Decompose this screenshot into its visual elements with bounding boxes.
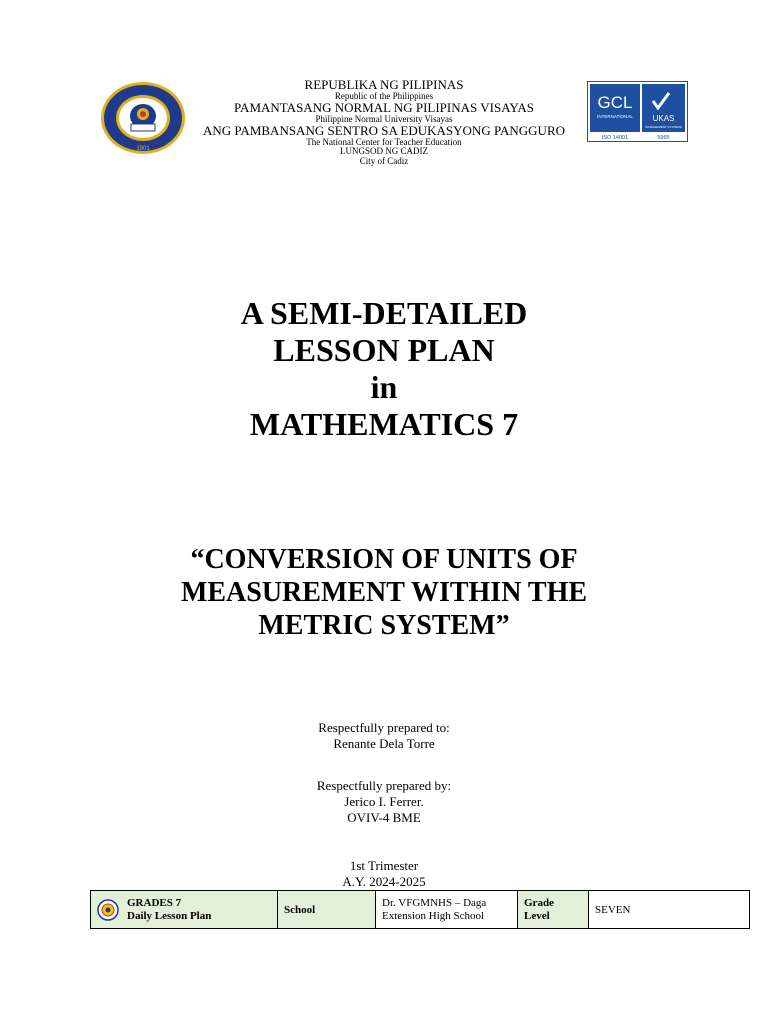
school-value-line-2: Extension High School [382,909,485,922]
title-line-2: LESSON PLAN [273,332,495,368]
prepared-by-block [0,778,768,826]
svg-text:UKAS: UKAS [652,114,675,123]
lesson-topic [120,543,648,642]
header-republika: REPUBLIKA NG PILIPINAS [304,77,464,92]
school-label: School [278,891,376,929]
svg-text:1901: 1901 [136,146,150,152]
prepared-to-label: Respectfully prepared to: [318,720,450,735]
deped-seal-icon [97,899,119,921]
svg-text:5965: 5965 [657,135,670,141]
topic-line-3: METRIC SYSTEM” [258,610,510,641]
header-city: City of Cadiz [359,155,409,166]
header-sentro: ANG PAMBANSANG SENTRO SA EDUKASYONG PANGGURO [202,123,565,139]
trimester: 1st Trimester [349,858,419,873]
dlp-grade: GRADES 7 [127,896,182,909]
dlp-grade-cell [91,891,278,929]
university-seal-logo [100,80,186,156]
school-value [376,891,518,929]
prepared-by-name: Jerico I. Ferrer. [344,794,424,809]
prepared-to-block [0,720,768,752]
grade-level-label [518,891,589,929]
school-value-line-1: Dr. VFGMNHS – Daga [382,896,487,909]
term-block [0,858,768,890]
table-row [91,891,750,929]
grade-level-label-line-2: Level [524,909,550,922]
gcl-ukas-certification-logo [587,81,688,142]
academic-year: A.Y. 2024-2025 [342,874,426,889]
topic-line-2: MEASUREMENT WITHIN THE [180,577,588,608]
prepared-to-name: Renante Dela Torre [333,736,435,751]
prepared-by-label: Respectfully prepared by: [316,778,452,793]
header-lungsod: LUNGSOD NG CADIZ [340,146,428,157]
header-university: Philippine Normal University Visayas [315,113,453,124]
dlp-plan: Daily Lesson Plan [127,909,212,922]
grade-level-value: SEVEN [589,891,750,929]
daily-lesson-plan-table [90,890,750,929]
svg-text:INTERNATIONAL: INTERNATIONAL [597,114,633,119]
svg-text:GCL: GCL [597,93,633,112]
title-line-4: MATHEMATICS 7 [249,406,519,442]
header-pamantasan: PAMANTASANG NORMAL NG PILIPINAS VISAYAS [234,100,534,116]
topic-line-1: “CONVERSION OF UNITS OF [190,544,578,575]
institution-header [186,78,582,166]
title-line-1: A SEMI-DETAILED [240,295,528,331]
grade-level-label-line-1: Grade [524,896,554,909]
svg-text:ISO 14001: ISO 14001 [601,135,629,141]
svg-text:MANAGEMENT SYSTEMS: MANAGEMENT SYSTEMS [645,125,682,129]
header-republic: Republic of the Philippines [334,90,434,101]
header-national-center: The National Center for Teacher Education [306,136,462,147]
prepared-by-section: OVIV-4 BME [347,810,421,825]
title-line-3: in [370,369,398,405]
lesson-plan-title [0,295,768,443]
